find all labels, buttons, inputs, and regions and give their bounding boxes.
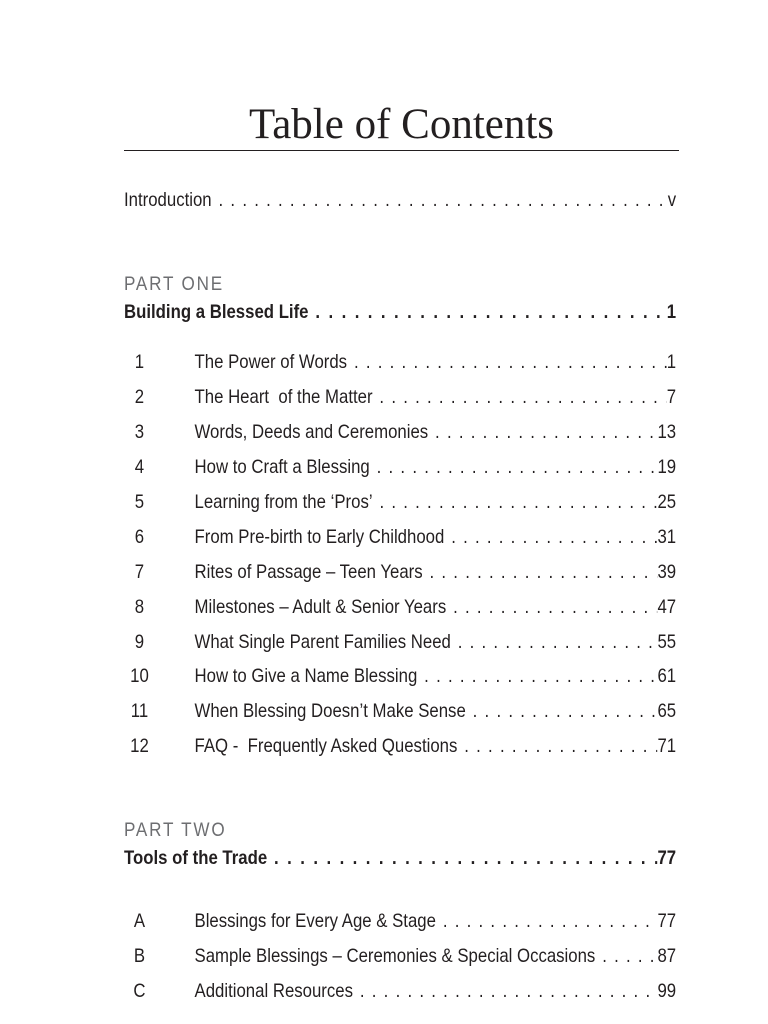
entry-page: 31 xyxy=(657,526,677,548)
appendix-letter: B xyxy=(133,945,146,967)
dot-leader xyxy=(370,453,658,481)
dot-leader xyxy=(457,732,657,760)
chapter-number: 7 xyxy=(134,561,145,583)
chapter-title: Learning from the ‘Pros’ xyxy=(194,491,373,513)
toc-entry-chapter[interactable] xyxy=(124,628,676,656)
entry-page: 13 xyxy=(657,421,677,443)
toc-entry-chapter[interactable] xyxy=(124,348,676,376)
entry-page: v xyxy=(667,189,677,211)
chapter-number: 2 xyxy=(134,386,145,408)
toc-entry-chapter[interactable] xyxy=(124,453,676,481)
toc-entry-chapter[interactable] xyxy=(124,383,676,411)
dot-leader xyxy=(353,977,657,1005)
entry-page: 47 xyxy=(657,596,677,618)
entry-page: 77 xyxy=(657,847,677,869)
dot-leader xyxy=(428,418,657,446)
chapter-title: The Heart of the Matter xyxy=(194,386,373,408)
entry-page: 25 xyxy=(657,491,677,513)
entry-page: 61 xyxy=(657,665,677,687)
chapter-title: Words, Deeds and Ceremonies xyxy=(194,421,429,443)
appendix-title: Additional Resources xyxy=(194,980,354,1002)
toc-entry-part-two[interactable] xyxy=(124,844,676,872)
toc-entry-part-one[interactable] xyxy=(124,298,676,326)
chapter-number: 9 xyxy=(134,631,145,653)
part-one-label: PART ONE xyxy=(124,274,224,295)
dot-leader xyxy=(446,593,657,621)
chapter-title: How to Craft a Blessing xyxy=(194,456,370,478)
chapter-title: Rites of Passage – Teen Years xyxy=(194,561,423,583)
toc-entry-appendix[interactable] xyxy=(124,977,676,1005)
toc-entry-chapter[interactable] xyxy=(124,593,676,621)
chapter-title: How to Give a Name Blessing xyxy=(194,665,418,687)
chapter-number: 6 xyxy=(134,526,145,548)
entry-page: 77 xyxy=(657,910,677,932)
toc-entry-chapter[interactable] xyxy=(124,732,676,760)
entry-title: Introduction xyxy=(124,189,212,211)
entry-page: 7 xyxy=(666,386,677,408)
entry-page: 19 xyxy=(657,456,677,478)
dot-leader xyxy=(267,844,657,872)
dot-leader xyxy=(417,662,657,690)
entry-page: 1 xyxy=(666,351,677,373)
dot-leader xyxy=(451,628,658,656)
chapter-number: 11 xyxy=(130,700,149,722)
chapter-title: FAQ - Frequently Asked Questions xyxy=(194,735,458,757)
appendix-letter: C xyxy=(133,980,146,1002)
chapter-number: 12 xyxy=(130,735,149,757)
toc-entry-chapter[interactable] xyxy=(124,697,676,725)
part-heading: Tools of the Trade xyxy=(124,847,268,869)
chapter-number: 10 xyxy=(130,665,149,687)
dot-leader xyxy=(466,697,658,725)
title-rule xyxy=(124,150,679,151)
appendix-title: Sample Blessings – Ceremonies & Special Occasions xyxy=(194,945,596,967)
chapter-number: 8 xyxy=(134,596,145,618)
dot-leader xyxy=(373,383,667,411)
dot-leader xyxy=(444,523,657,551)
part-heading: Building a Blessed Life xyxy=(124,301,309,323)
appendix-title: Blessings for Every Age & Stage xyxy=(194,910,436,932)
part-two-label: PART TWO xyxy=(124,820,227,841)
dot-leader xyxy=(347,348,667,376)
dot-leader xyxy=(436,907,658,935)
entry-page: 39 xyxy=(657,561,677,583)
entry-page: 55 xyxy=(657,631,677,653)
toc-entry-chapter[interactable] xyxy=(124,662,676,690)
dot-leader xyxy=(423,558,658,586)
entry-page: 71 xyxy=(657,735,677,757)
chapter-title: Milestones – Adult & Senior Years xyxy=(194,596,447,618)
chapter-title: When Blessing Doesn’t Make Sense xyxy=(194,700,466,722)
toc-entry-chapter[interactable] xyxy=(124,558,676,586)
toc-entry-chapter[interactable] xyxy=(124,418,676,446)
chapter-number: 5 xyxy=(134,491,145,513)
entry-page: 99 xyxy=(657,980,677,1002)
page-title: Table of Contents xyxy=(248,101,555,148)
toc-entry-appendix[interactable] xyxy=(124,942,676,970)
dot-leader xyxy=(373,488,658,516)
entry-page: 1 xyxy=(666,301,677,323)
chapter-title: What Single Parent Families Need xyxy=(194,631,451,653)
toc-entry-introduction[interactable] xyxy=(124,186,676,214)
entry-page: 65 xyxy=(657,700,677,722)
chapter-title: From Pre-birth to Early Childhood xyxy=(194,526,445,548)
dot-leader xyxy=(212,186,668,214)
toc-entry-chapter[interactable] xyxy=(124,523,676,551)
dot-leader xyxy=(595,942,657,970)
dot-leader xyxy=(309,298,667,326)
appendix-letter: A xyxy=(133,910,146,932)
entry-page: 87 xyxy=(657,945,677,967)
toc-entry-appendix[interactable] xyxy=(124,907,676,935)
toc-entry-chapter[interactable] xyxy=(124,488,676,516)
chapter-number: 1 xyxy=(134,351,145,373)
chapter-title: The Power of Words xyxy=(194,351,348,373)
chapter-number: 4 xyxy=(134,456,145,478)
chapter-number: 3 xyxy=(134,421,145,443)
